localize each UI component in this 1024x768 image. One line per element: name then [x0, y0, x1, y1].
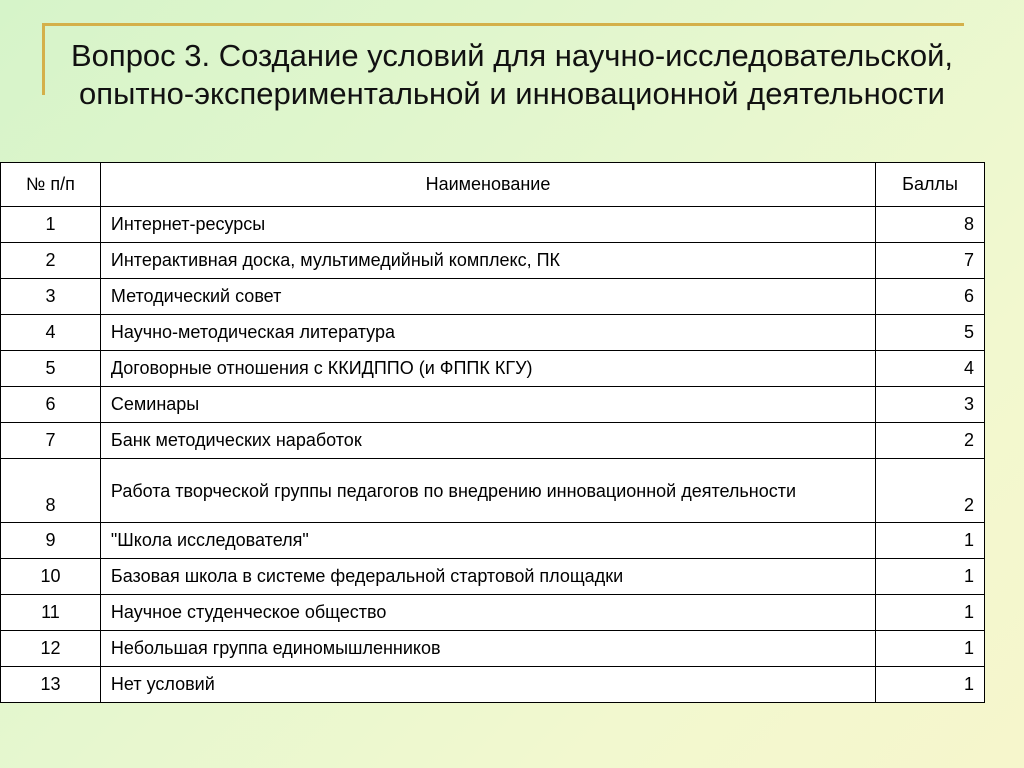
- row-name: Договорные отношения с ККИДППО (и ФППК КГУ): [100, 351, 875, 387]
- row-score: 2: [876, 423, 985, 459]
- row-score: 7: [876, 243, 985, 279]
- row-name: Интерактивная доска, мультимедийный комплекс, ПК: [100, 243, 875, 279]
- row-num: 8: [1, 459, 101, 523]
- row-score: 6: [876, 279, 985, 315]
- row-num: 1: [1, 207, 101, 243]
- row-name: Методический совет: [100, 279, 875, 315]
- table-row: [1, 523, 985, 559]
- row-score: 1: [876, 559, 985, 595]
- row-num: 2: [1, 243, 101, 279]
- row-score: 1: [876, 667, 985, 703]
- row-num: 7: [1, 423, 101, 459]
- row-score: 3: [876, 387, 985, 423]
- table-row: [1, 243, 985, 279]
- table-row: [1, 315, 985, 351]
- table-row: [1, 559, 985, 595]
- row-num: 3: [1, 279, 101, 315]
- slide-title: Вопрос 3. Создание условий для научно-исследовательской, опытно-экспериментальной и инновационной деятельности: [70, 38, 954, 111]
- row-score: 8: [876, 207, 985, 243]
- table-row: [1, 423, 985, 459]
- row-name: Интернет-ресурсы: [100, 207, 875, 243]
- row-num: 6: [1, 387, 101, 423]
- row-num: 10: [1, 559, 101, 595]
- table-row: [1, 459, 985, 523]
- table-row: [1, 387, 985, 423]
- row-num: 11: [1, 595, 101, 631]
- row-num: 13: [1, 667, 101, 703]
- row-name: Научно-методическая литература: [100, 315, 875, 351]
- row-num: 9: [1, 523, 101, 559]
- row-score: 1: [876, 631, 985, 667]
- row-name-cell: [100, 459, 875, 523]
- row-score: 1: [876, 595, 985, 631]
- row-score: 5: [876, 315, 985, 351]
- row-name: Нет условий: [100, 667, 875, 703]
- row-score: 1: [876, 523, 985, 559]
- row-num: 12: [1, 631, 101, 667]
- table-row: [1, 667, 985, 703]
- row-score: 4: [876, 351, 985, 387]
- points-table: [0, 162, 985, 703]
- table-header-row: [1, 163, 985, 207]
- row-name: "Школа исследователя": [100, 523, 875, 559]
- row-num: 4: [1, 315, 101, 351]
- row-name: Работа творческой группы педагогов по внедрению инновационной деятельности: [110, 480, 797, 501]
- row-name: Научное студенческое общество: [100, 595, 875, 631]
- title-accent-line-horizontal: [42, 23, 964, 26]
- row-name: Базовая школа в системе федеральной стартовой площадки: [100, 559, 875, 595]
- table-row: [1, 631, 985, 667]
- row-num: 5: [1, 351, 101, 387]
- header-score: Баллы: [876, 163, 985, 207]
- table-row: [1, 207, 985, 243]
- table-row: [1, 279, 985, 315]
- header-name: Наименование: [100, 163, 875, 207]
- row-name: Банк методических наработок: [100, 423, 875, 459]
- header-num: № п/п: [1, 163, 101, 207]
- row-name: Семинары: [100, 387, 875, 423]
- row-score: 2: [876, 459, 985, 523]
- table-row: [1, 351, 985, 387]
- table-row: [1, 595, 985, 631]
- row-name: Небольшая группа единомышленников: [100, 631, 875, 667]
- title-accent-line-vertical: [42, 23, 45, 95]
